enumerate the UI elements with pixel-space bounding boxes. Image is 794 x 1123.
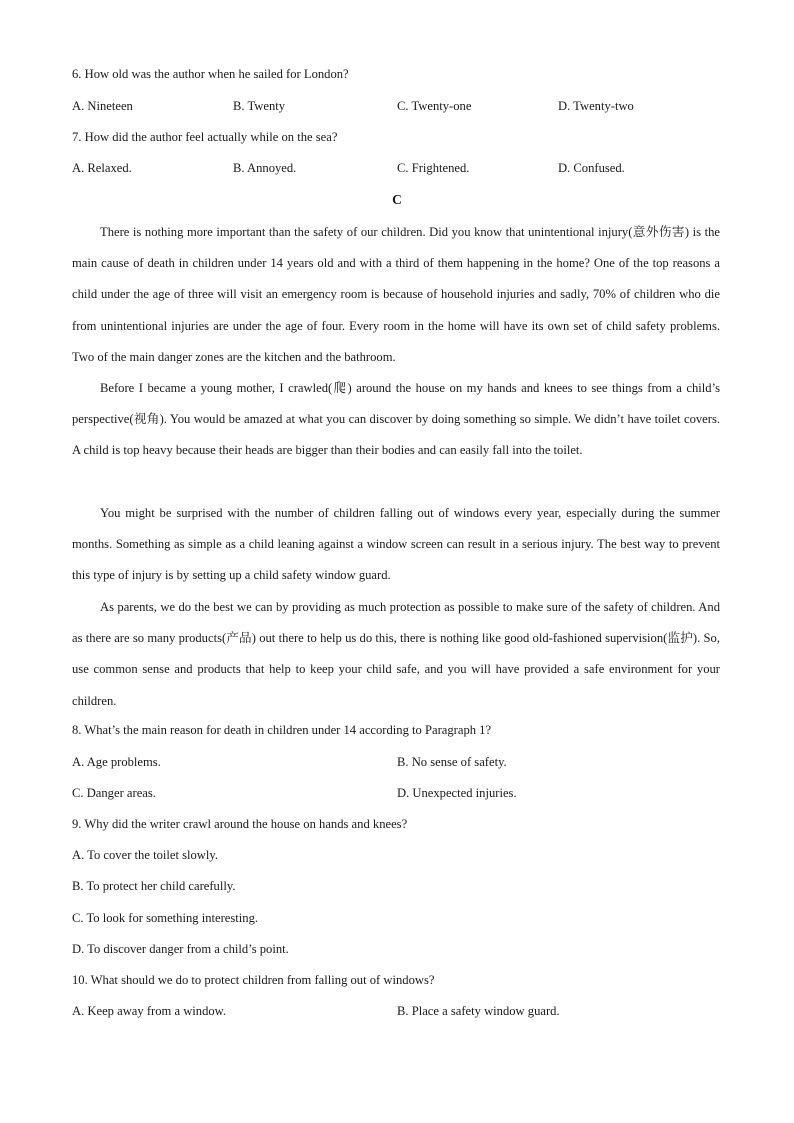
q9-option-b: B. To protect her child carefully. xyxy=(72,879,236,893)
q10-option-b: B. Place a safety window guard. xyxy=(397,1004,560,1018)
question-7: 7. How did the author feel actually while on the sea? xyxy=(72,130,338,144)
question-7-options xyxy=(72,161,722,179)
q8-option-d: D. Unexpected injuries. xyxy=(397,786,517,800)
q6-option-c: C. Twenty-one xyxy=(397,99,472,113)
passage-paragraph-4: As parents, we do the best we can by providing as much protection as possible to make sure of the safety of children. And as there are so many products(产品) out there to help us do this, there is nothing like good old-fashioned supervision(监护). So, use common sense and products that help to keep your child safe, and you will have provided a safe environment for your children. xyxy=(72,600,720,708)
q8-option-b: B. No sense of safety. xyxy=(397,755,507,769)
question-8-options-row-1 xyxy=(72,755,722,773)
section-c-title: C xyxy=(392,192,402,207)
passage-paragraph-1: There is nothing more important than the safety of our children. Did you know that unintentional injury(意外伤害) is the main cause of death in children under 14 years old and with a third of them happening in the home? One of the top reasons a child under the age of three will visit an emergency room is because of household injuries and sadly, 70% of children who die from unintentional injuries are under the age of four. Every room in the home will have its own set of child safety problems. Two of the main danger zones are the kitchen and the bathroom. xyxy=(72,225,720,364)
q9-option-a: A. To cover the toilet slowly. xyxy=(72,848,219,862)
question-6: 6. How old was the author when he sailed for London? xyxy=(72,67,349,81)
q7-option-b: B. Annoyed. xyxy=(233,161,297,175)
question-10-options xyxy=(72,1004,722,1022)
passage-paragraph-2: Before I became a young mother, I crawled(爬) around the house on my hands and knees to see things from a child’s perspective(视角). You would be amazed at what you can discover by doing something so simple. We didn’t have toilet covers. A child is top heavy because their heads are bigger than their bodies and can easily fall into the toilet. xyxy=(72,381,720,458)
q10-option-a: A. Keep away from a window. xyxy=(72,1004,227,1018)
question-10: 10. What should we do to protect children from falling out of windows? xyxy=(72,973,435,987)
passage-paragraph-3: You might be surprised with the number of children falling out of windows every year, especially during the summer months. Something as simple as a child leaning against a window screen can result in a serious injury. The best way to prevent this type of injury is by setting up a child safety window guard. xyxy=(72,506,720,583)
q6-option-b: B. Twenty xyxy=(233,99,286,113)
question-8-options-row-2 xyxy=(72,786,722,804)
q8-option-a: A. Age problems. xyxy=(72,755,161,769)
q9-option-d: D. To discover danger from a child’s point. xyxy=(72,942,289,956)
q6-option-a: A. Nineteen xyxy=(72,99,133,113)
q6-option-d: D. Twenty-two xyxy=(558,99,634,113)
q7-option-d: D. Confused. xyxy=(558,161,625,175)
q7-option-c: C. Frightened. xyxy=(397,161,470,175)
question-9: 9. Why did the writer crawl around the house on hands and knees? xyxy=(72,817,408,831)
question-6-options xyxy=(72,99,722,117)
q8-option-c: C. Danger areas. xyxy=(72,786,156,800)
q7-option-a: A. Relaxed. xyxy=(72,161,132,175)
question-8: 8. What’s the main reason for death in children under 14 according to Paragraph 1? xyxy=(72,723,492,737)
q9-option-c: C. To look for something interesting. xyxy=(72,911,259,925)
